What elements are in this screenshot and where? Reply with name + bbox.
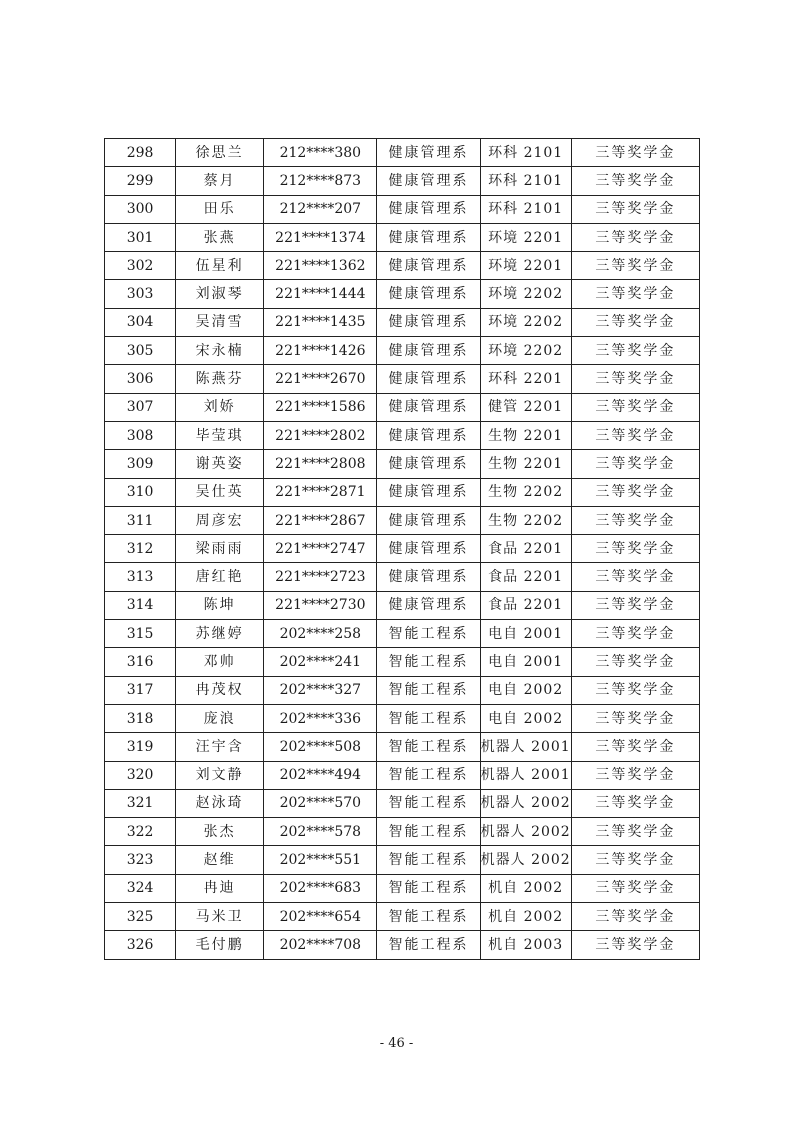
student-id-cell: 221****2867 <box>264 506 377 534</box>
table-row <box>105 506 700 534</box>
class-cell: 环境 2202 <box>480 280 571 308</box>
student-id-cell: 221****2723 <box>264 563 377 591</box>
award-cell: 三等奖学金 <box>571 535 699 563</box>
award-cell: 三等奖学金 <box>571 931 699 959</box>
table-row <box>105 365 700 393</box>
row-number-cell: 319 <box>105 733 176 761</box>
row-number-cell: 305 <box>105 337 176 365</box>
department-cell: 健康管理系 <box>377 308 480 336</box>
table-row <box>105 223 700 251</box>
student-id-cell: 202****336 <box>264 704 377 732</box>
student-id-cell: 212****207 <box>264 195 377 223</box>
department-cell: 健康管理系 <box>377 506 480 534</box>
row-number-cell: 309 <box>105 450 176 478</box>
class-cell: 环境 2202 <box>480 308 571 336</box>
class-cell: 环境 2201 <box>480 252 571 280</box>
row-number-cell: 320 <box>105 761 176 789</box>
class-cell: 机器人 2002 <box>480 818 571 846</box>
award-cell: 三等奖学金 <box>571 365 699 393</box>
award-cell: 三等奖学金 <box>571 733 699 761</box>
student-id-cell: 221****1374 <box>264 223 377 251</box>
award-cell: 三等奖学金 <box>571 620 699 648</box>
department-cell: 健康管理系 <box>377 393 480 421</box>
table-row <box>105 903 700 931</box>
award-cell: 三等奖学金 <box>571 506 699 534</box>
student-id-cell: 221****2871 <box>264 478 377 506</box>
award-cell: 三等奖学金 <box>571 846 699 874</box>
class-cell: 生物 2201 <box>480 421 571 449</box>
department-cell: 智能工程系 <box>377 874 480 902</box>
table-row <box>105 478 700 506</box>
table-row <box>105 450 700 478</box>
row-number-cell: 311 <box>105 506 176 534</box>
student-name-cell: 伍星利 <box>176 252 264 280</box>
award-cell: 三等奖学金 <box>571 195 699 223</box>
award-cell: 三等奖学金 <box>571 450 699 478</box>
row-number-cell: 326 <box>105 931 176 959</box>
student-id-cell: 221****1444 <box>264 280 377 308</box>
award-cell: 三等奖学金 <box>571 563 699 591</box>
student-name-cell: 周彦宏 <box>176 506 264 534</box>
row-number-cell: 312 <box>105 535 176 563</box>
department-cell: 健康管理系 <box>377 195 480 223</box>
department-cell: 智能工程系 <box>377 931 480 959</box>
award-cell: 三等奖学金 <box>571 903 699 931</box>
row-number-cell: 325 <box>105 903 176 931</box>
student-id-cell: 221****1586 <box>264 393 377 421</box>
student-id-cell: 202****654 <box>264 903 377 931</box>
row-number-cell: 317 <box>105 676 176 704</box>
row-number-cell: 323 <box>105 846 176 874</box>
department-cell: 智能工程系 <box>377 620 480 648</box>
department-cell: 智能工程系 <box>377 818 480 846</box>
department-cell: 智能工程系 <box>377 676 480 704</box>
row-number-cell: 298 <box>105 139 176 167</box>
department-cell: 健康管理系 <box>377 252 480 280</box>
row-number-cell: 306 <box>105 365 176 393</box>
department-cell: 健康管理系 <box>377 535 480 563</box>
student-name-cell: 陈坤 <box>176 591 264 619</box>
class-cell: 电自 2002 <box>480 704 571 732</box>
student-name-cell: 张杰 <box>176 818 264 846</box>
department-cell: 健康管理系 <box>377 223 480 251</box>
class-cell: 食品 2201 <box>480 563 571 591</box>
student-id-cell: 212****873 <box>264 167 377 195</box>
student-name-cell: 赵维 <box>176 846 264 874</box>
page-number: - 46 - <box>379 1036 414 1051</box>
row-number-cell: 315 <box>105 620 176 648</box>
student-name-cell: 冉茂权 <box>176 676 264 704</box>
department-cell: 健康管理系 <box>377 167 480 195</box>
table-row <box>105 535 700 563</box>
student-id-cell: 202****258 <box>264 620 377 648</box>
student-name-cell: 马米卫 <box>176 903 264 931</box>
student-name-cell: 唐红艳 <box>176 563 264 591</box>
table-row <box>105 139 700 167</box>
department-cell: 健康管理系 <box>377 421 480 449</box>
class-cell: 机自 2002 <box>480 874 571 902</box>
department-cell: 健康管理系 <box>377 478 480 506</box>
award-cell: 三等奖学金 <box>571 704 699 732</box>
student-name-cell: 谢英姿 <box>176 450 264 478</box>
department-cell: 智能工程系 <box>377 789 480 817</box>
row-number-cell: 318 <box>105 704 176 732</box>
student-id-cell: 202****551 <box>264 846 377 874</box>
award-cell: 三等奖学金 <box>571 789 699 817</box>
class-cell: 机器人 2001 <box>480 761 571 789</box>
award-cell: 三等奖学金 <box>571 308 699 336</box>
class-cell: 生物 2202 <box>480 478 571 506</box>
table-row <box>105 393 700 421</box>
student-id-cell: 202****708 <box>264 931 377 959</box>
student-name-cell: 刘淑琴 <box>176 280 264 308</box>
class-cell: 电自 2001 <box>480 620 571 648</box>
table-row <box>105 563 700 591</box>
award-cell: 三等奖学金 <box>571 252 699 280</box>
class-cell: 食品 2201 <box>480 535 571 563</box>
row-number-cell: 308 <box>105 421 176 449</box>
department-cell: 智能工程系 <box>377 846 480 874</box>
table-row <box>105 167 700 195</box>
student-id-cell: 212****380 <box>264 139 377 167</box>
student-id-cell: 221****1426 <box>264 337 377 365</box>
student-id-cell: 202****578 <box>264 818 377 846</box>
table-row <box>105 874 700 902</box>
student-id-cell: 221****2808 <box>264 450 377 478</box>
table-row <box>105 648 700 676</box>
row-number-cell: 316 <box>105 648 176 676</box>
table-row <box>105 195 700 223</box>
student-id-cell: 221****1435 <box>264 308 377 336</box>
student-name-cell: 汪宇含 <box>176 733 264 761</box>
student-id-cell: 202****570 <box>264 789 377 817</box>
class-cell: 环科 2201 <box>480 365 571 393</box>
table-row <box>105 733 700 761</box>
student-id-cell: 221****2730 <box>264 591 377 619</box>
table-row <box>105 761 700 789</box>
department-cell: 健康管理系 <box>377 337 480 365</box>
department-cell: 健康管理系 <box>377 139 480 167</box>
department-cell: 智能工程系 <box>377 761 480 789</box>
scholarship-table-body <box>105 139 700 960</box>
row-number-cell: 300 <box>105 195 176 223</box>
table-row <box>105 252 700 280</box>
class-cell: 机自 2002 <box>480 903 571 931</box>
class-cell: 环科 2101 <box>480 167 571 195</box>
row-number-cell: 301 <box>105 223 176 251</box>
department-cell: 智能工程系 <box>377 733 480 761</box>
student-id-cell: 221****2802 <box>264 421 377 449</box>
class-cell: 机自 2003 <box>480 931 571 959</box>
award-cell: 三等奖学金 <box>571 421 699 449</box>
table-row <box>105 846 700 874</box>
award-cell: 三等奖学金 <box>571 337 699 365</box>
student-id-cell: 221****1362 <box>264 252 377 280</box>
student-name-cell: 吴仕英 <box>176 478 264 506</box>
student-name-cell: 冉迪 <box>176 874 264 902</box>
student-name-cell: 毛付鹏 <box>176 931 264 959</box>
class-cell: 环科 2101 <box>480 195 571 223</box>
student-id-cell: 202****683 <box>264 874 377 902</box>
department-cell: 智能工程系 <box>377 648 480 676</box>
row-number-cell: 324 <box>105 874 176 902</box>
award-cell: 三等奖学金 <box>571 280 699 308</box>
award-cell: 三等奖学金 <box>571 223 699 251</box>
table-row <box>105 337 700 365</box>
department-cell: 健康管理系 <box>377 563 480 591</box>
table-row <box>105 931 700 959</box>
table-row <box>105 280 700 308</box>
row-number-cell: 310 <box>105 478 176 506</box>
student-id-cell: 202****508 <box>264 733 377 761</box>
row-number-cell: 307 <box>105 393 176 421</box>
class-cell: 环科 2101 <box>480 139 571 167</box>
class-cell: 电自 2001 <box>480 648 571 676</box>
student-name-cell: 蔡月 <box>176 167 264 195</box>
student-id-cell: 202****241 <box>264 648 377 676</box>
student-name-cell: 陈燕芬 <box>176 365 264 393</box>
award-cell: 三等奖学金 <box>571 761 699 789</box>
student-id-cell: 202****327 <box>264 676 377 704</box>
row-number-cell: 299 <box>105 167 176 195</box>
student-name-cell: 庞浪 <box>176 704 264 732</box>
award-cell: 三等奖学金 <box>571 591 699 619</box>
student-name-cell: 吴清雪 <box>176 308 264 336</box>
student-name-cell: 张燕 <box>176 223 264 251</box>
student-name-cell: 徐思兰 <box>176 139 264 167</box>
student-name-cell: 宋永楠 <box>176 337 264 365</box>
class-cell: 健管 2201 <box>480 393 571 421</box>
class-cell: 机器人 2002 <box>480 789 571 817</box>
table-row <box>105 789 700 817</box>
row-number-cell: 303 <box>105 280 176 308</box>
department-cell: 智能工程系 <box>377 704 480 732</box>
student-name-cell: 苏继婷 <box>176 620 264 648</box>
department-cell: 健康管理系 <box>377 280 480 308</box>
award-cell: 三等奖学金 <box>571 648 699 676</box>
table-row <box>105 308 700 336</box>
row-number-cell: 313 <box>105 563 176 591</box>
student-name-cell: 刘娇 <box>176 393 264 421</box>
table-row <box>105 591 700 619</box>
class-cell: 机器人 2002 <box>480 846 571 874</box>
table-row <box>105 676 700 704</box>
class-cell: 环境 2202 <box>480 337 571 365</box>
class-cell: 生物 2202 <box>480 506 571 534</box>
class-cell: 生物 2201 <box>480 450 571 478</box>
department-cell: 健康管理系 <box>377 450 480 478</box>
table-row <box>105 421 700 449</box>
row-number-cell: 322 <box>105 818 176 846</box>
row-number-cell: 302 <box>105 252 176 280</box>
award-cell: 三等奖学金 <box>571 874 699 902</box>
table-row <box>105 704 700 732</box>
student-name-cell: 梁雨雨 <box>176 535 264 563</box>
student-id-cell: 221****2747 <box>264 535 377 563</box>
scholarship-table <box>104 138 700 960</box>
award-cell: 三等奖学金 <box>571 818 699 846</box>
student-name-cell: 毕莹琪 <box>176 421 264 449</box>
department-cell: 健康管理系 <box>377 365 480 393</box>
class-cell: 机器人 2001 <box>480 733 571 761</box>
award-cell: 三等奖学金 <box>571 167 699 195</box>
class-cell: 环境 2201 <box>480 223 571 251</box>
award-cell: 三等奖学金 <box>571 393 699 421</box>
row-number-cell: 314 <box>105 591 176 619</box>
student-id-cell: 221****2670 <box>264 365 377 393</box>
department-cell: 健康管理系 <box>377 591 480 619</box>
student-name-cell: 刘文静 <box>176 761 264 789</box>
award-cell: 三等奖学金 <box>571 478 699 506</box>
student-id-cell: 202****494 <box>264 761 377 789</box>
award-cell: 三等奖学金 <box>571 676 699 704</box>
row-number-cell: 304 <box>105 308 176 336</box>
department-cell: 智能工程系 <box>377 903 480 931</box>
table-row <box>105 620 700 648</box>
table-row <box>105 818 700 846</box>
row-number-cell: 321 <box>105 789 176 817</box>
student-name-cell: 赵泳琦 <box>176 789 264 817</box>
class-cell: 食品 2201 <box>480 591 571 619</box>
student-name-cell: 田乐 <box>176 195 264 223</box>
award-cell: 三等奖学金 <box>571 139 699 167</box>
class-cell: 电自 2002 <box>480 676 571 704</box>
student-name-cell: 邓帅 <box>176 648 264 676</box>
